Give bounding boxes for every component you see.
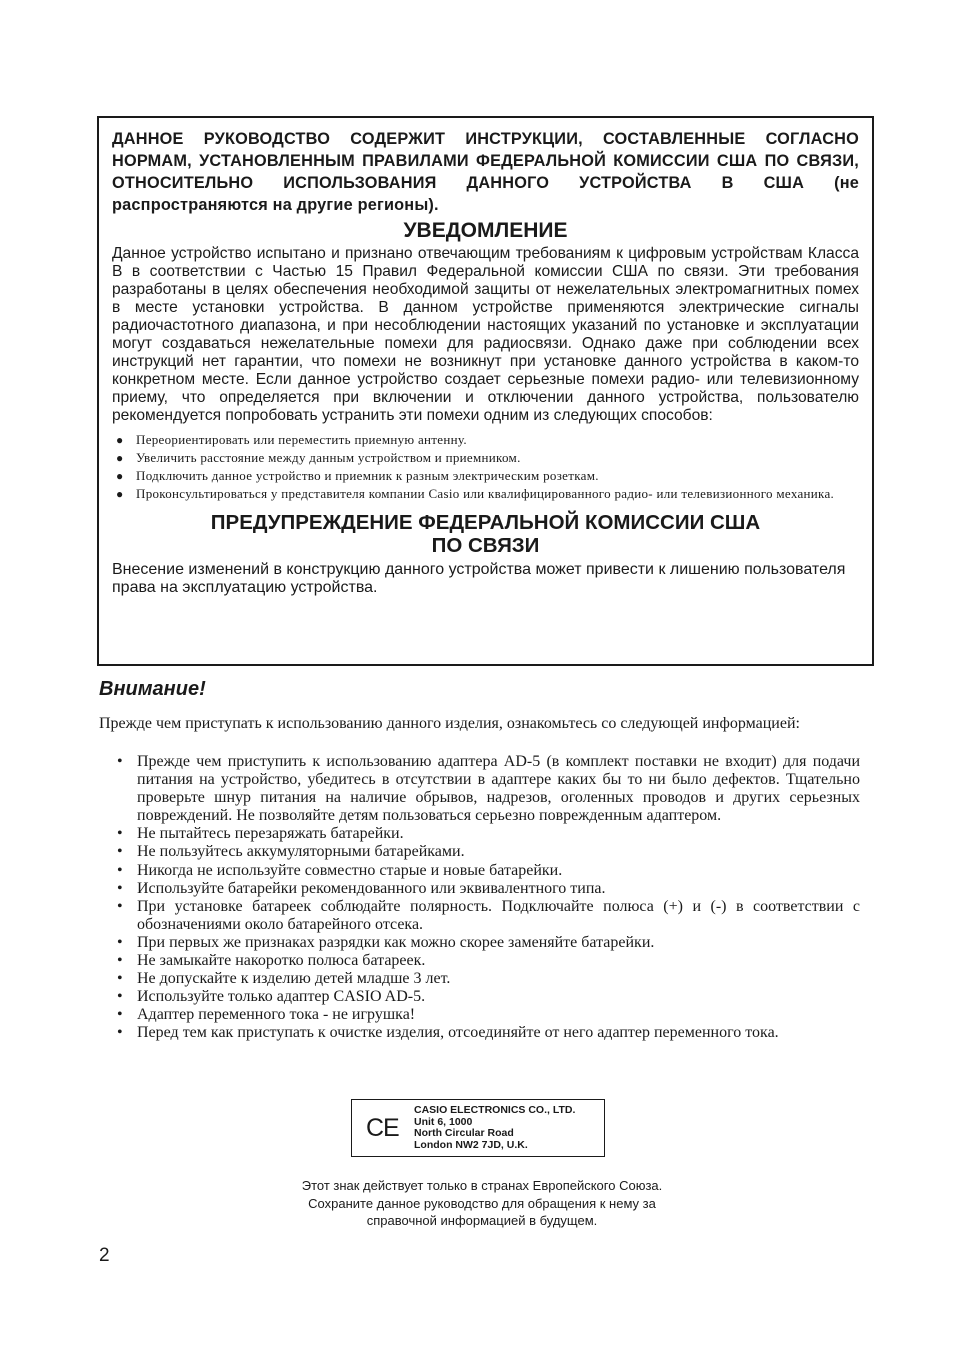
list-item [115, 1024, 860, 1042]
attention-heading: Внимание! [99, 678, 206, 700]
attention-item-text: Не пытайтесь перезаряжать батарейки. [137, 825, 404, 843]
ce-address-line: Unit 6, 1000 [414, 1115, 473, 1128]
attention-item-text: Адаптер переменного тока - не игрушка! [137, 1006, 416, 1024]
bullet-icon: • [117, 988, 123, 1006]
bullet-icon: • [117, 1006, 123, 1024]
bullet-icon: • [117, 879, 123, 897]
attention-item-text: Не пользуйтесь аккумуляторными батарейками. [137, 843, 465, 861]
fcc-notice-box [97, 116, 874, 666]
attention-item-text: Используйте батарейки рекомендованного или эквивалентного типа. [137, 879, 606, 897]
ce-address-line: London NW2 7JD, U.K. [414, 1138, 528, 1151]
ce-address-line: CASIO ELECTRONICS CO., LTD. [414, 1104, 576, 1116]
fcc-header-tail: (не распространяются на другие регионы). [112, 174, 860, 214]
list-item [112, 467, 859, 485]
attention-item-text: Никогда не используйте совместно старые и новые батарейки. [137, 861, 563, 879]
notice-title: УВЕДОМЛЕНИЕ [403, 219, 568, 242]
measure-text: Увеличить расстояние между данным устройством и приемником. [136, 450, 521, 465]
ce-address-line: North Circular Road [414, 1127, 514, 1139]
list-item [112, 431, 859, 449]
attention-item-text: При установке батареек соблюдайте полярность. Подключайте полюса (+) и (-) в соответствии с обозначениями около батарейного отсека. [137, 897, 860, 933]
measures-list [112, 431, 859, 503]
notice-text: Данное устройство испытано и признано отвечающим требованиям к цифровым устройствам Класса В в соответствии с Частью 15 Правил Федеральной комиссии США по связи. Эти требования разработаны в целях обеспечения необходимой защиты от нежелательных электромагнитных помех в месте установки устройства. В данном устройстве применяются электрические сигналы радиочастотного диапазона, и при несоблюдении настоящих указаний по установке и эксплуатации могут создаваться нежелательные помехи для радиосвязи. Однако даже при соблюдении всех инструкций нет гарантии, что помехи не возникнут при установке данного устройства в каком-то конкретном месте. Если данное устройство создает серьезные помехи радио- или телевизионному приему, что определяется при включении и отключении данного устройства, пользователю рекомендуется попробовать устранить эти помехи одним из следующих способов: [112, 245, 859, 424]
bullet-icon: • [117, 933, 123, 951]
attention-item-text: Прежде чем приступить к использованию адаптера AD-5 (в комплект поставки не входит) для подачи питания на устройство, убедитесь в отсутствии в адаптере каких бы то ни было дефектов. Тщательно проверьте шнур питания на наличие обрывов, надрезов, оголенных проводов и других серьезных повреждений. Не позволяйте детям пользоваться серьезно поврежденным адаптером. [137, 753, 860, 825]
attention-intro: Прежде чем приступать к использованию данного изделия, ознакомьтесь со следующей информацией: [99, 715, 800, 732]
list-item [115, 970, 860, 988]
fcc-header-bold: ДАННОЕ РУКОВОДСТВО СОДЕРЖИТ ИНСТРУКЦИИ, СОСТАВЛЕННЫЕ СОГЛАСНО НОРМАМ, УСТАНОВЛЕННЫМ ПРАВИЛАМИ ФЕДЕРАЛЬНОЙ КОМИССИИ США ПО СВЯЗИ, ОТНОСИТЕЛЬНО ИСПОЛЬЗОВАНИЯ ДАННОГО УСТРОЙСТВА В США [112, 130, 859, 192]
warning-title-line2: ПО СВЯЗИ [431, 534, 540, 557]
measure-text: Подключить данное устройство и приемник к разным электрическим розеткам. [136, 468, 599, 483]
bullet-icon: • [117, 843, 123, 861]
list-item [115, 880, 860, 898]
list-item [115, 952, 860, 970]
warning-text: Внесение изменений в конструкцию данного устройства может привести к лишению пользователя права на эксплуатацию устройства. [112, 561, 846, 596]
list-item [115, 843, 860, 861]
bullet-icon: • [117, 753, 123, 770]
bullet-icon: • [117, 952, 123, 970]
bullet-icon: ● [116, 487, 124, 501]
eu-note-line: справочной информацией в будущем. [366, 1213, 598, 1228]
attention-item-text: Не допускайте к изделию детей младше 3 лет. [137, 970, 451, 988]
list-item [115, 825, 860, 843]
eu-note [250, 1177, 714, 1230]
ce-address [414, 1105, 575, 1151]
ce-label-box [351, 1099, 605, 1157]
list-item [115, 934, 860, 952]
list-item [115, 862, 860, 880]
list-item [115, 1006, 860, 1024]
attention-item-text: При первых же признаках разрядки как можно скорее заменяйте батарейки. [137, 933, 655, 951]
measure-text: Переориентировать или переместить приемную антенну. [136, 432, 467, 447]
list-item [112, 485, 859, 503]
bullet-icon: • [117, 970, 123, 988]
bullet-icon: • [117, 861, 123, 879]
warning-title-line1: ПРЕДУПРЕЖДЕНИЕ ФЕДЕРАЛЬНОЙ КОМИССИИ США [210, 511, 761, 534]
bullet-icon: • [117, 897, 123, 915]
bullet-icon: • [117, 1024, 123, 1042]
eu-note-line: Сохраните данное руководство для обращения к нему за [308, 1195, 656, 1211]
ce-mark-icon: CE [366, 1114, 399, 1142]
bullet-icon: • [117, 825, 123, 843]
bullet-icon: ● [116, 451, 124, 465]
page-number: 2 [99, 1245, 110, 1266]
list-item [115, 753, 860, 825]
attention-list [115, 753, 860, 1043]
bullet-icon: ● [116, 433, 124, 447]
attention-item-text: Не замыкайте накоротко полюса батареек. [137, 952, 426, 970]
fcc-header [112, 128, 859, 216]
attention-item-text: Перед тем как приступать к очистке изделия, отсоединяйте от него адаптер переменного тока. [137, 1024, 779, 1042]
list-item [115, 988, 860, 1006]
bullet-icon: ● [116, 469, 124, 483]
measure-text: Проконсультироваться у представителя компании Casio или квалифицированного радио- или телевизионного механика. [136, 486, 835, 501]
list-item [115, 898, 860, 934]
list-item [112, 449, 859, 467]
warning-title [112, 511, 859, 557]
attention-item-text: Используйте только адаптер CASIO AD-5. [137, 988, 426, 1006]
eu-note-line: Этот знак действует только в странах Европейского Союза. [301, 1178, 663, 1193]
